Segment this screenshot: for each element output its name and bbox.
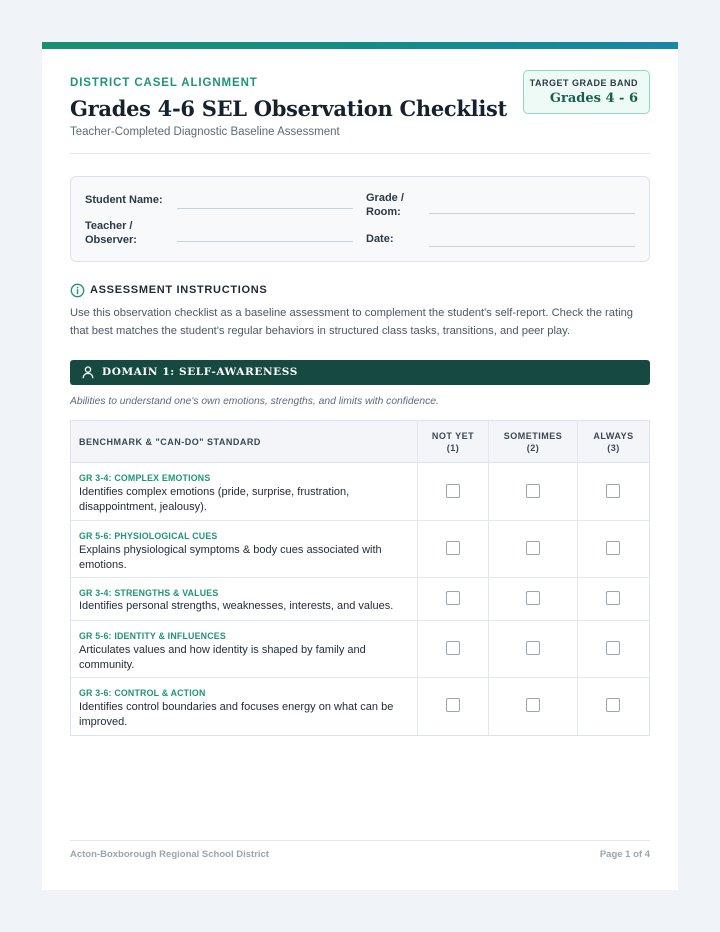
header-always-line2: (3) [607, 443, 620, 453]
footer-divider [70, 840, 650, 841]
row-benchmark-code: GR 5-6: PHYSIOLOGICAL CUES [79, 531, 218, 541]
teacher-observer-field[interactable] [177, 241, 353, 242]
header-benchmark: BENCHMARK & "CAN-DO" STANDARD [79, 437, 261, 447]
teacher-label-line2: Observer: [85, 234, 137, 246]
domain-title: DOMAIN 1: SELF-AWARENESS [102, 366, 298, 378]
header-sometimes [489, 421, 577, 463]
student-name-field[interactable] [177, 208, 353, 209]
info-circle-icon [70, 283, 85, 298]
table-row [71, 621, 649, 678]
date-field[interactable] [429, 246, 635, 247]
table-row [71, 463, 649, 521]
header-sometimes-line2: (2) [526, 443, 540, 453]
checkbox-always[interactable] [606, 591, 620, 605]
row-benchmark-code: GR 3-4: STRENGTHS & VALUES [79, 588, 219, 598]
header-not-yet [418, 421, 488, 463]
instructions-body: Use this observation checklist as a baseline assessment to complement the student's self-report. Check the rating that best matches the student's regular behaviors in structured class tasks, transitions, and peer play. [70, 307, 634, 337]
table-header [71, 421, 649, 463]
student-info-box [70, 176, 650, 262]
row-benchmark-text: Articulates values and how identity is shaped by family and community. [79, 644, 366, 671]
row-benchmark-code: GR 3-6: CONTROL & ACTION [79, 688, 206, 698]
footer-district: Acton-Boxborough Regional School District [70, 849, 269, 860]
checkbox-sometimes[interactable] [526, 641, 540, 655]
checkbox-sometimes[interactable] [526, 541, 540, 555]
checkbox-sometimes[interactable] [526, 698, 540, 712]
table-row [71, 578, 649, 621]
table-row [71, 521, 649, 578]
row-benchmark-text: Explains physiological symptoms & body cues associated with emotions. [79, 544, 382, 571]
checkbox-not-yet[interactable] [446, 641, 460, 655]
row-benchmark-code: GR 5-6: IDENTITY & INFLUENCES [79, 631, 226, 641]
grade-room-label [366, 191, 404, 219]
checkbox-always[interactable] [606, 641, 620, 655]
page-title: Grades 4-6 SEL Observation Checklist [70, 96, 507, 121]
header-not-yet-line1: NOT YET [431, 431, 475, 441]
instructions-heading: ASSESSMENT INSTRUCTIONS [90, 284, 268, 296]
row-benchmark-text: Identifies personal strengths, weaknesses, interests, and values. [79, 600, 394, 612]
grade-room-label-line2: Room: [366, 206, 401, 218]
checkbox-always[interactable] [606, 541, 620, 555]
table-row [71, 678, 649, 735]
domain-description: Abilities to understand one's own emotions, strengths, and limits with confidence. [70, 396, 439, 407]
header-always [578, 421, 649, 463]
checkbox-sometimes[interactable] [526, 484, 540, 498]
header-sometimes-line1: SOMETIMES [503, 431, 563, 441]
grade-room-field[interactable] [429, 213, 635, 214]
checkbox-not-yet[interactable] [446, 698, 460, 712]
date-label: Date: [366, 233, 394, 245]
header-divider [70, 153, 650, 154]
teacher-observer-label [85, 219, 137, 247]
document-page [42, 42, 678, 890]
row-benchmark-code: GR 3-4: COMPLEX EMOTIONS [79, 473, 211, 483]
header-not-yet-line2: (1) [446, 443, 460, 453]
checkbox-sometimes[interactable] [526, 591, 540, 605]
accent-top-bar [42, 42, 678, 49]
row-benchmark-text: Identifies control boundaries and focuses energy on what can be improved. [79, 701, 394, 728]
grade-room-label-line1: Grade / [366, 192, 404, 204]
observation-table [70, 420, 650, 736]
checkbox-not-yet[interactable] [446, 484, 460, 498]
checkbox-not-yet[interactable] [446, 591, 460, 605]
checkbox-always[interactable] [606, 698, 620, 712]
checkbox-always[interactable] [606, 484, 620, 498]
footer-page-number: Page 1 of 4 [599, 849, 650, 860]
student-name-label: Student Name: [85, 194, 163, 206]
teacher-label-line1: Teacher / [85, 220, 133, 232]
domain-header-bar [70, 360, 650, 385]
target-grade-band-badge [523, 70, 650, 114]
band-value: Grades 4 - 6 [549, 91, 638, 106]
checkbox-not-yet[interactable] [446, 541, 460, 555]
row-benchmark-text: Identifies complex emotions (pride, surprise, frustration, disappointment, jealousy). [79, 486, 350, 513]
band-label: TARGET GRADE BAND [529, 78, 638, 88]
person-icon [82, 366, 94, 379]
header-always-line1: ALWAYS [593, 431, 634, 441]
eyebrow-label: DISTRICT CASEL ALIGNMENT [70, 77, 258, 89]
page-subtitle: Teacher-Completed Diagnostic Baseline Assessment [70, 126, 340, 138]
